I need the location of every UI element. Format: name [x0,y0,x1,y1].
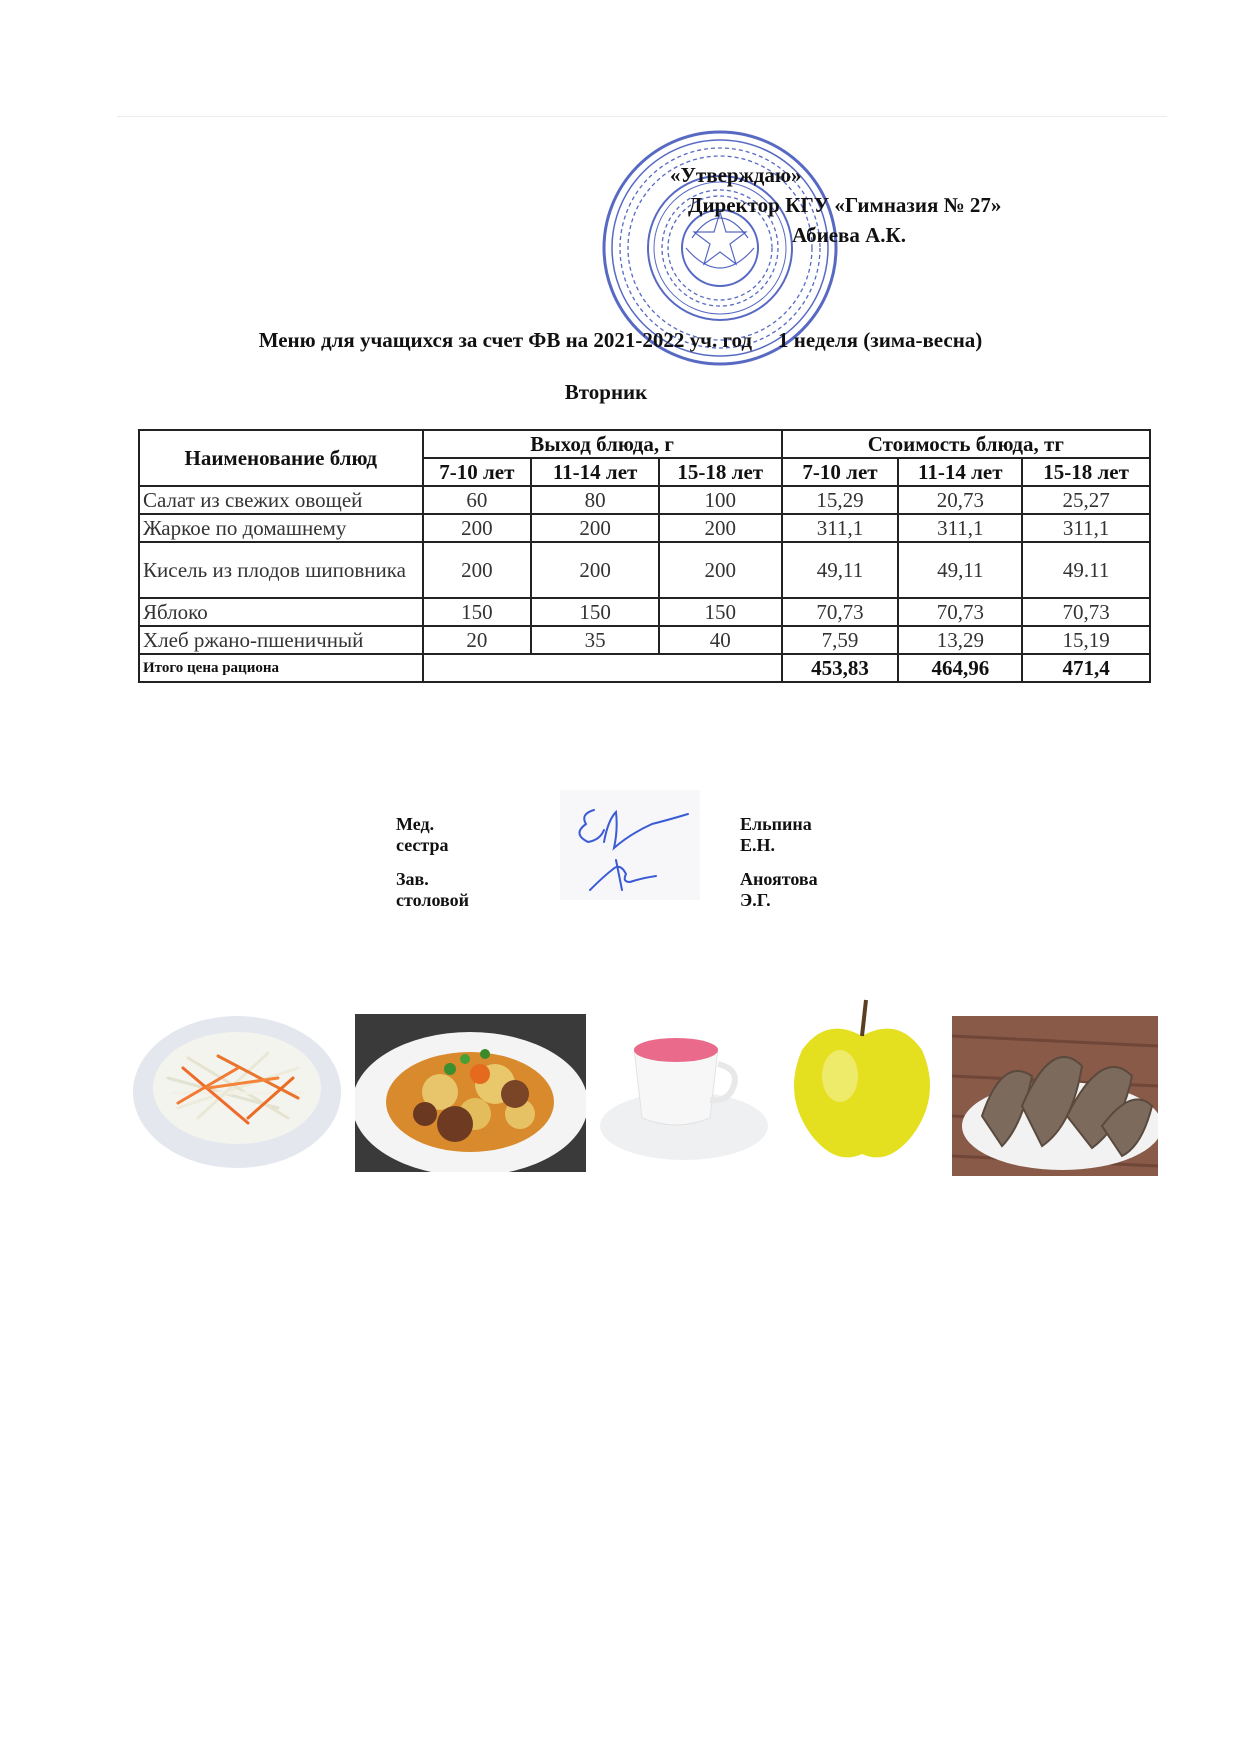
cost-cell: 15,29 [782,486,899,514]
yield-cell: 40 [659,626,782,654]
menu-table [138,429,1151,683]
dish-name: Яблоко [139,598,423,626]
header-age: 7-10 лет [423,458,532,486]
yield-cell: 200 [659,514,782,542]
cost-cell: 49,11 [898,542,1022,598]
total-cost-cell: 453,83 [782,654,899,682]
cost-cell: 70,73 [782,598,899,626]
cost-cell: 311,1 [898,514,1022,542]
table-row [139,626,1150,654]
total-empty-cell [423,654,782,682]
total-label: Итого цена рациона [139,654,423,682]
total-cost-cell: 471,4 [1022,654,1150,682]
canteen-label: Зав. столовой [396,869,469,910]
yield-cell: 200 [531,514,659,542]
yield-cell: 60 [423,486,532,514]
salad-image [128,1008,346,1172]
menu-title [0,328,1241,353]
apple-image [786,996,938,1164]
table-row [139,486,1150,514]
header-age: 11-14 лет [531,458,659,486]
table-row [139,514,1150,542]
yield-cell: 35 [531,626,659,654]
nurse-label: Мед. сестра [396,814,449,855]
yield-cell: 80 [531,486,659,514]
cost-cell: 311,1 [1022,514,1150,542]
header-age: 15-18 лет [659,458,782,486]
approval-line-3: Абиева А.К. [792,223,907,247]
dish-name: Хлеб ржано-пшеничный [139,626,423,654]
approval-block [600,160,1060,250]
header-age: 7-10 лет [782,458,899,486]
header-age: 15-18 лет [1022,458,1150,486]
cost-cell: 13,29 [898,626,1022,654]
cost-cell: 49.11 [1022,542,1150,598]
cost-cell: 25,27 [1022,486,1150,514]
table-header-row [139,430,1150,458]
header-age: 11-14 лет [898,458,1022,486]
header-yield: Выход блюда, г [423,430,782,458]
cost-cell: 7,59 [782,626,899,654]
yield-cell: 100 [659,486,782,514]
nurse-name: Ельпина Е.Н. [740,814,812,855]
yield-cell: 150 [531,598,659,626]
canteen-name: Аноятова Э.Г. [740,869,818,910]
day-of-week: Вторник [564,380,648,404]
yield-cell: 150 [423,598,532,626]
cost-cell: 15,19 [1022,626,1150,654]
yield-cell: 200 [423,542,532,598]
cost-cell: 49,11 [782,542,899,598]
header-dish-name: Наименование блюд [139,430,423,486]
total-cost-cell: 464,96 [898,654,1022,682]
signature-scribble [560,790,700,900]
menu-title-week: 1 неделя (зима-весна) [778,328,983,352]
cost-cell: 70,73 [1022,598,1150,626]
cost-cell: 70,73 [898,598,1022,626]
table-row [139,542,1150,598]
top-rule [117,116,1167,117]
approval-line-1: «Утверждаю» [670,163,802,187]
dish-name: Жаркое по домашнему [139,514,423,542]
kissel-image [586,1014,776,1172]
cost-cell: 20,73 [898,486,1022,514]
approval-line-2: Директор КГУ «Гимназия № 27» [688,193,1002,217]
yield-cell: 200 [659,542,782,598]
header-cost: Стоимость блюда, тг [782,430,1150,458]
table-row [139,598,1150,626]
menu-title-main: Меню для учащихся за счет ФВ на 2021-2022 уч. год [258,328,753,352]
yield-cell: 150 [659,598,782,626]
yield-cell: 20 [423,626,532,654]
dish-name: Салат из свежих овощей [139,486,423,514]
yield-cell: 200 [531,542,659,598]
cost-cell: 311,1 [782,514,899,542]
bread-image [952,1016,1158,1176]
dish-name: Кисель из плодов шиповника [139,542,423,598]
table-total-row [139,654,1150,682]
stew-image [355,1014,586,1172]
yield-cell: 200 [423,514,532,542]
